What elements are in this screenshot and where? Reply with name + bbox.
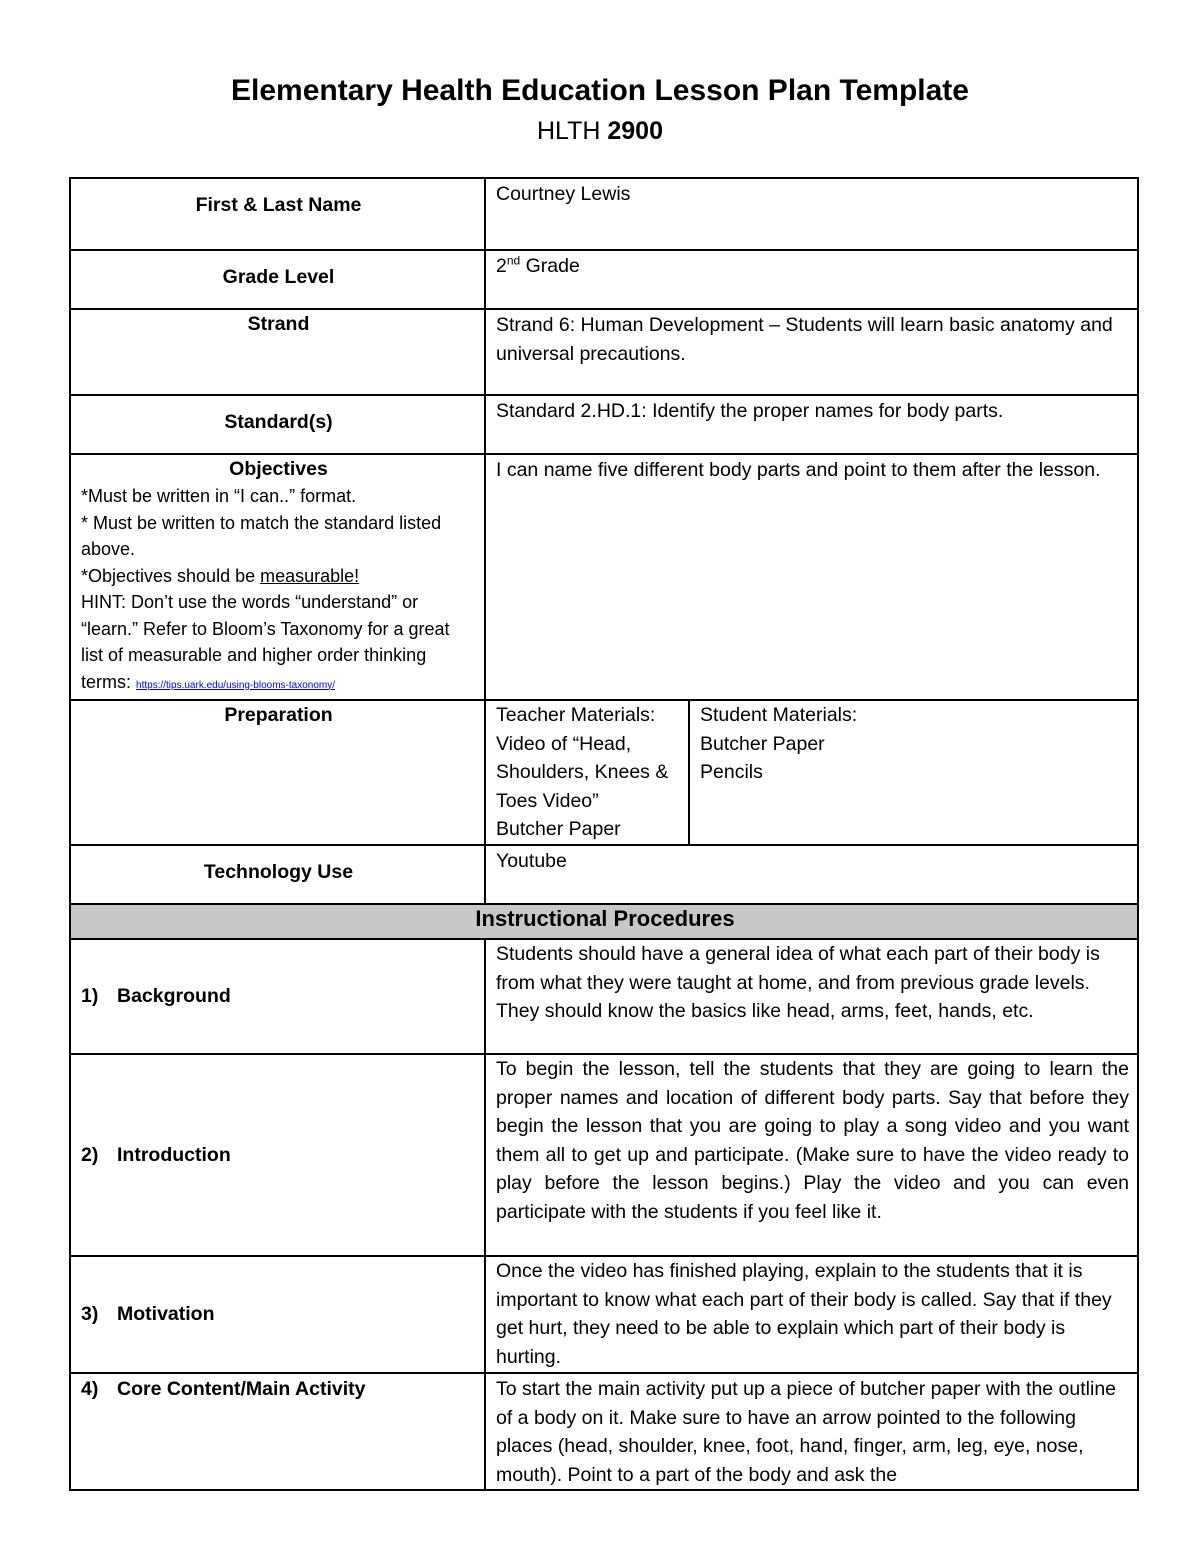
step-label: Background [117,985,231,1008]
row-standards [70,395,1138,454]
instructional-procedures-heading: Instructional Procedures [70,904,1138,939]
student-material-item: Butcher Paper [700,732,825,755]
student-materials-heading: Student Materials: [700,704,858,726]
teacher-materials [486,701,689,844]
standards-label: Standard(s) [70,395,485,454]
objectives-note-standard: * Must be written to match the standard listed above. [81,512,442,559]
teacher-materials-heading: Teacher Materials: [496,704,656,726]
step-label: Core Content/Main Activity [117,1378,366,1400]
technology-value[interactable]: Youtube [485,845,1138,904]
row-preparation [70,700,1138,845]
objectives-cell [70,454,485,700]
materials-table [486,701,1137,844]
row-technology [70,845,1138,904]
course-code [0,117,1200,146]
step-label-cell [70,1256,485,1373]
course-number: 2900 [607,117,663,145]
grade-label: Grade Level [70,250,485,309]
grade-word: Grade [520,255,580,277]
row-step-background [70,939,1138,1054]
strand-label: Strand [70,309,485,395]
technology-label: Technology Use [70,845,485,904]
step-label: Motivation [117,1303,215,1326]
grade-value[interactable] [485,250,1138,309]
step-label-cell [70,939,485,1054]
step-number: 3) [81,1303,99,1326]
preparation-cell [485,700,1138,845]
step-number: 4) [81,1378,99,1400]
step-text[interactable]: To begin the lesson, tell the students that they are going to learn the proper names and location of different body parts. Say that before they begin the lesson that you are going to play a song video and you want them all to get up and participate. (Make sure to have the video ready to play before the lesson begins.) Play the video and you can even participate with the students if you feel like it. [485,1054,1138,1256]
course-prefix: HLTH [537,117,608,145]
step-label: Introduction [117,1143,231,1166]
row-step-core-content [70,1373,1138,1490]
row-grade [70,250,1138,309]
row-step-introduction [70,1054,1138,1256]
blooms-taxonomy-link[interactable]: https://tips.uark.edu/using-blooms-taxonomy/ [136,679,335,691]
row-section-heading [70,904,1138,939]
row-strand [70,309,1138,395]
standards-value[interactable]: Standard 2.HD.1: Identify the proper names for body parts. [485,395,1138,454]
step-label-cell [70,1054,485,1256]
step-number: 1) [81,985,99,1008]
row-name [70,178,1138,250]
step-label-cell [70,1373,485,1490]
step-number: 2) [81,1143,99,1166]
strand-value[interactable]: Strand 6: Human Development – Students will learn basic anatomy and universal precautions. [485,309,1138,395]
hint-text: HINT: Don’t use the words “understand” or “learn.” Refer to Bloom’s Taxonomy for a great list of measurable and higher order thinking terms: [81,592,450,692]
objectives-label: Objectives [229,458,328,480]
measurable-prefix: *Objectives should be [81,565,261,586]
objectives-note-format: *Must be written in “I can..” format. [81,486,357,506]
objectives-hint [81,589,476,699]
step-text[interactable]: Students should have a general idea of what each part of their body is from what they were taught at home, and from previous grade levels. They should know the basics like head, arms, feet, hands, etc. [485,939,1138,1054]
grade-number: 2 [496,255,507,277]
document-title: Elementary Health Education Lesson Plan Template [231,74,969,107]
row-objectives [70,454,1138,700]
step-text[interactable]: To start the main activity put up a piece of butcher paper with the outline of a body on it. Make sure to have an arrow pointed to the following places (head, shoulder, knee, foot, hand, finger, arm, leg, eye, nose, mouth). Point to a part of the body and ask the [485,1373,1138,1490]
lesson-plan-table [69,177,1139,1491]
name-value[interactable]: Courtney Lewis [485,178,1138,250]
student-materials [689,701,1137,844]
objectives-value[interactable]: I can name five different body parts and point to them after the lesson. [485,454,1138,700]
measurable-word: measurable! [260,565,360,586]
objectives-note-measurable [81,563,476,590]
name-label: First & Last Name [70,178,485,250]
row-step-motivation [70,1256,1138,1373]
teacher-material-item: Video of “Head, Shoulders, Knees & Toes Video” [496,732,669,812]
teacher-material-item: Butcher Paper [496,818,621,840]
student-material-item: Pencils [700,761,763,783]
step-text[interactable]: Once the video has finished playing, explain to the students that it is important to know what each part of their body is called. Say that if they get hurt, they need to be able to explain which part of their body is hurting. [485,1256,1138,1373]
preparation-label: Preparation [70,700,485,845]
grade-suffix: nd [506,253,521,268]
